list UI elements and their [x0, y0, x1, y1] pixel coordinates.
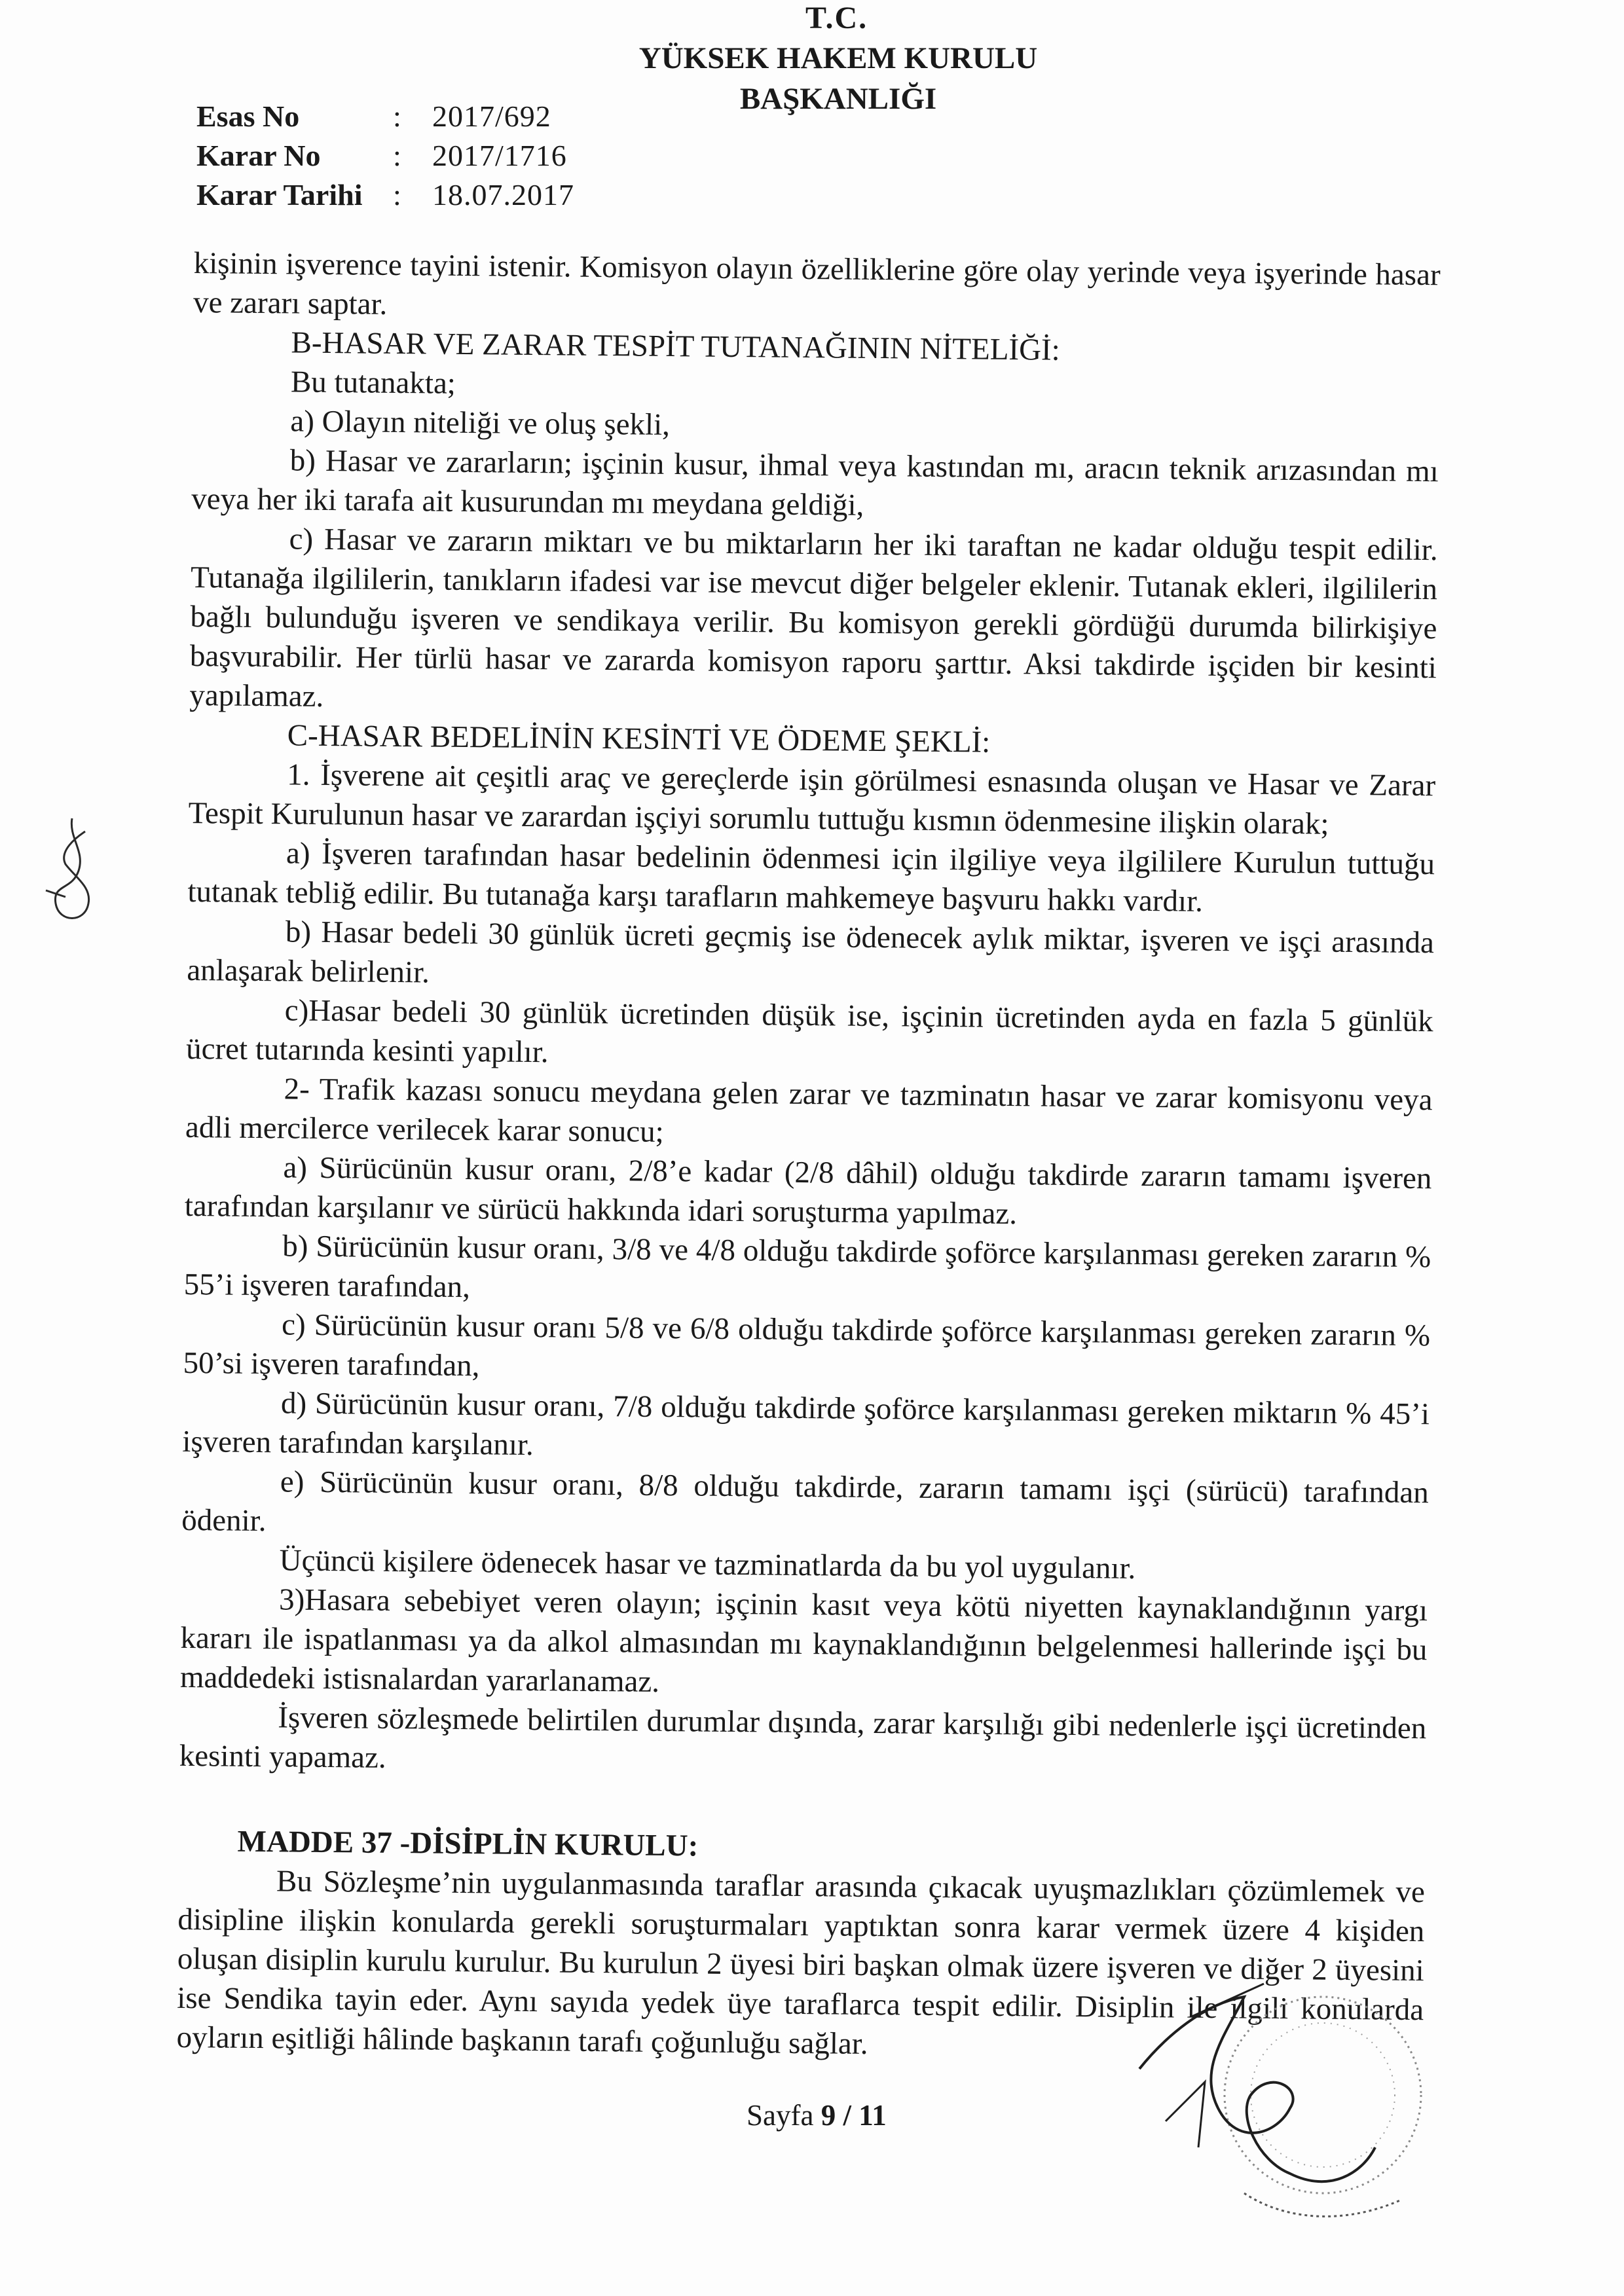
section-heading-c: C-HASAR BEDELİNİN KESİNTİ VE ÖDEME ŞEKLİ: [287, 718, 991, 759]
paragraph: Bu tutanakta; [290, 365, 456, 401]
page-footer [747, 2098, 887, 2132]
paragraph: Bu Sözleşme’nin uygulanmasında taraflar arasında çıkacak uyuşmazlıkları çözümlemek ve disipline ilişkin konularda gerekli soruşturmaları yaptıktan sonra karar vermek üzere 4 kişiden oluşan disiplin kurulu kurulur. Bu kurulun 2 üyesi biri başkan olmak üzere işveren ve diğer 2 üyesini ise Sendika tayin eder. Aynı sayıda yedek üye taraflarca tespit edilir. Disiplin ile ilgili konularda oyların eşitliği hâlinde başkanın tarafı çoğunluğu sağlar. [176, 1864, 1426, 2062]
page-prefix: Sayfa [747, 2099, 821, 2132]
tarih-label: Karar Tarihi [196, 178, 363, 211]
case-metadata [196, 97, 574, 215]
list-item: a) Sürücünün kusur oranı, 2/8’e kadar (2/8 dâhil) olduğu takdirde zararın tamamı işveren tarafından karşılanır ve sürücü hakkında idari soruşturma yapılmaz. [184, 1150, 1432, 1231]
list-item: e) Sürücünün kusur oranı, 8/8 olduğu takdirde, zararın tamamı işçi (sürücü) tarafından ödenir. [181, 1465, 1430, 1539]
list-item: c) Sürücünün kusur oranı 5/8 ve 6/8 olduğu takdirde şoförce karşılanması gereken zararın % 50’si işveren tarafından, [183, 1307, 1431, 1383]
colon: : [393, 100, 401, 133]
colon: : [393, 139, 401, 172]
list-item: a) İşveren tarafından hasar bedelinin ödenmesi için ilgiliye veya ilgililere Kurulun tuttuğu tutanak tebliğ edilir. Bu tutanağa karşı tarafların mahkemeye başvuru hakkı vardır. [187, 836, 1435, 919]
article-heading: MADDE 37 -DİSİPLİN KURULU: [237, 1824, 699, 1863]
list-item: 1. İşverene ait çeşitli araç ve gereçlerde işin görülmesi esnasında oluşan ve Hasar ve Zarar Tespit Kurulunun hasar ve zarardan işçiyi sorumlu tuttuğu kısmın ödenmesine ilişkin olarak; [188, 757, 1436, 841]
handwritten-initial-icon [39, 812, 105, 943]
header-tc: T.C. [805, 1, 868, 35]
signature-stamp-icon [1126, 1977, 1441, 2252]
header-organization [524, 38, 1153, 119]
list-item: c) Hasar ve zararın miktarı ve bu miktarların her iki taraftan ne kadar olduğu tespit edilir. Tutanağa ilgililerin, tanıkların ifadesi var ise mevcut diğer belgeler eklenir. Tutanak ekleri, ilgililerin bağlı bulunduğu işveren ve sendikaya verilir. Bu komisyon gerekli gördüğü durumda bilirkişiye başvurabilir. Her türlü hasar ve zararda komisyon raporu şarttır. Aksi takdirde işçiden bir kesinti yapılamaz. [189, 522, 1438, 714]
list-item: d) Sürücünün kusur oranı, 7/8 olduğu takdirde şoförce karşılanması gereken miktarın % 45’i işveren tarafından karşılanır. [182, 1386, 1430, 1463]
paragraph: İşveren sözleşmede belirtilen durumlar dışında, zarar karşılığı gibi nedenlerle işçi ücretinden kesinti yapamaz. [179, 1700, 1427, 1775]
paragraph: Üçüncü kişilere ödenecek hasar ve tazminatlarda da bu yol uygulanır. [279, 1543, 1136, 1586]
esas-value: 2017/692 [432, 100, 551, 133]
list-item: b) Hasar ve zararların; işçinin kusur, ihmal veya kastından mı, aracın teknik arızasından mı veya her iki tarafa ait kusurundan mı meydana geldiği, [191, 443, 1439, 522]
karar-value: 2017/1716 [432, 139, 567, 172]
section-heading-b: B-HASAR VE ZARAR TESPİT TUTANAĞININ NİTELİĞİ: [291, 325, 1060, 367]
page-number: 9 / 11 [821, 2099, 887, 2132]
paragraph: kişinin işverence tayini istenir. Komisyon olayın özelliklerine göre olay yerinde veya işyerinde hasar ve zararı saptar. [193, 246, 1441, 321]
tarih-row [196, 175, 574, 215]
list-item: b) Sürücünün kusur oranı, 3/8 ve 4/8 olduğu takdirde şoförce karşılanması gereken zararın % 55’i işveren tarafından, [183, 1229, 1431, 1305]
tarih-value: 18.07.2017 [432, 178, 574, 211]
list-item: 2- Trafik kazası sonucu meydana gelen zarar ve tazminatın hasar ve zarar komisyonu veya adli mercilerce verilecek karar sonucu; [185, 1072, 1433, 1149]
colon: : [393, 178, 401, 211]
list-item: a) Olayın niteliği ve oluş şekli, [290, 404, 671, 442]
header-org-line1: YÜKSEK HAKEM KURULU [638, 41, 1038, 75]
esas-row [196, 97, 574, 136]
document-body [176, 244, 1441, 2069]
esas-label: Esas No [196, 100, 300, 133]
list-item: c)Hasar bedeli 30 günlük ücretinden düşük ise, işçinin ücretinden ayda en fazla 5 günlük ücret tutarında kesinti yapılır. [185, 993, 1433, 1070]
karar-row [196, 136, 574, 175]
paragraph: 3)Hasara sebebiyet veren olayın; işçinin kasıt veya kötü niyetten kaynaklandığının yargı kararı ile ispatlanması ya da alkol almasından mı kaynaklandığının belgelenmesi hallerinde işçi bu maddedeki istisnalardan yararlanamaz. [179, 1582, 1428, 1699]
header-org-line2: BAŞKANLIĞI [739, 82, 937, 116]
karar-label: Karar No [196, 139, 321, 172]
list-item: b) Hasar bedeli 30 günlük ücreti geçmiş ise ödenecek aylık miktar, işveren ve işçi arasında anlaşarak belirlenir. [187, 915, 1435, 990]
